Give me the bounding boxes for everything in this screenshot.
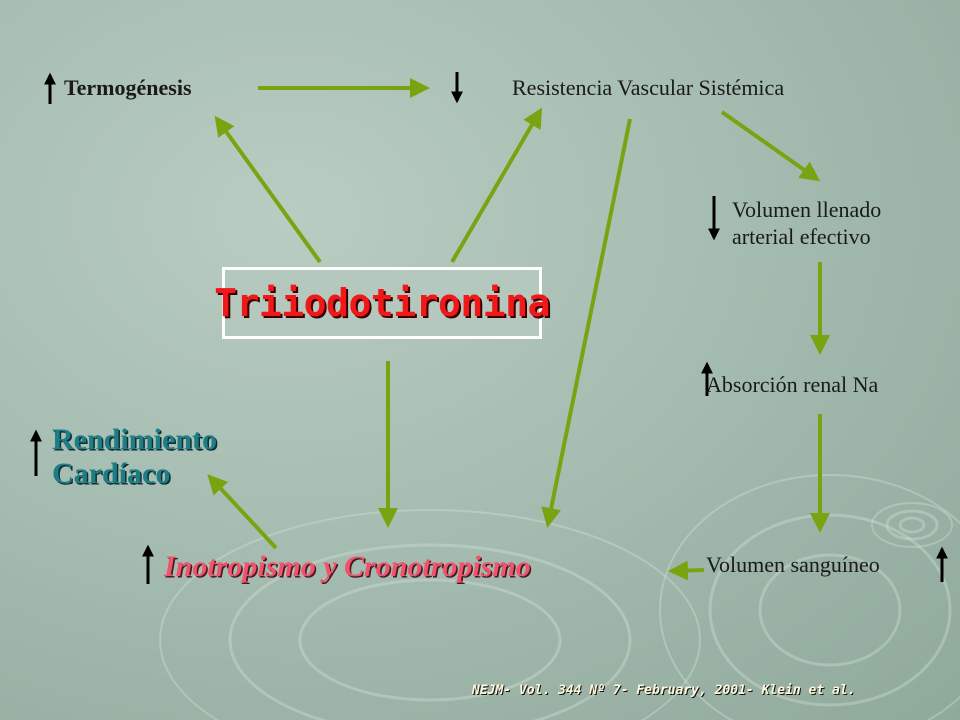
triiodotironina-box [214, 267, 550, 339]
volumen-sanguineo-label: Volumen sanguíneo [706, 552, 880, 577]
volumen-llenado-label [732, 196, 881, 250]
triiodotironina-label: Triiodotironina [214, 281, 550, 325]
inotropismo-label: Inotropismo y Cronotropismo [164, 550, 531, 583]
volumen-llenado-line-1: Volumen llenado [732, 197, 882, 222]
arrow-inotropismo-to-rendimiento [210, 477, 276, 548]
volumen-llenado-line-2: arterial efectivo [732, 224, 871, 249]
arrow-t3-to-rvs [452, 111, 540, 262]
termogenesis-label: Termogénesis [64, 75, 192, 100]
citation-footer: NEJM- Vol. 344 Nº 7- February, 2001- Klein et al. [472, 683, 856, 698]
rendimiento-cardiaco-label [52, 423, 217, 491]
resistencia-vascular-label: Resistencia Vascular Sistémica [512, 75, 785, 100]
arrow-rvs-to-inotropismo [548, 119, 630, 524]
arrow-volsang-to-inotropismo [672, 570, 704, 571]
rendimiento-line-1: Rendimiento [52, 423, 217, 456]
arrow-t3-to-termo [217, 119, 320, 262]
absorcion-renal-label: Absorción renal Na [706, 372, 879, 397]
arrow-rvs-to-volumen-llenado [722, 112, 817, 179]
rendimiento-line-2: Cardíaco [52, 457, 171, 490]
